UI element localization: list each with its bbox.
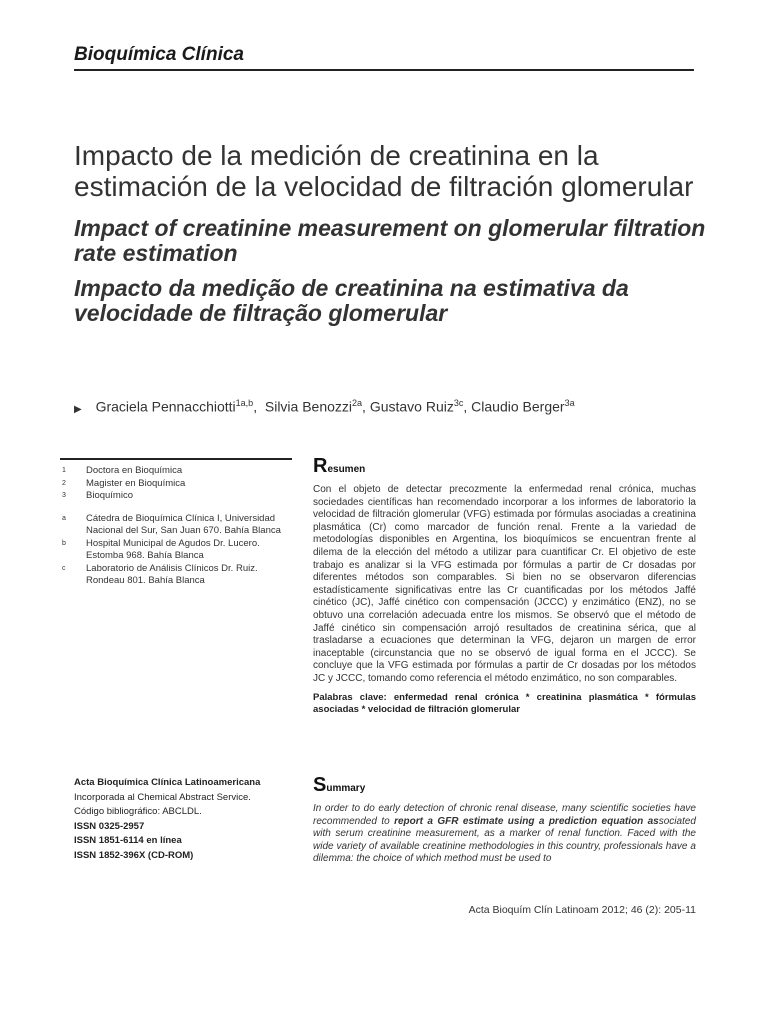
institution-item bbox=[62, 513, 294, 538]
degree-item bbox=[62, 465, 294, 478]
institution-item bbox=[62, 563, 294, 588]
degree-item bbox=[62, 478, 294, 491]
degree-text: Bioquímico bbox=[86, 490, 133, 501]
summary-heading: Summary bbox=[313, 774, 366, 796]
degree-text: Doctora en Bioquímica bbox=[86, 465, 183, 476]
degree-mark: 2 bbox=[62, 479, 66, 487]
journal-issn-cdrom: ISSN 1852-396X (CD-ROM) bbox=[74, 849, 194, 861]
affiliations-rule bbox=[60, 458, 292, 460]
institution-mark: b bbox=[62, 539, 66, 547]
institution-mark: a bbox=[62, 514, 66, 522]
author-list: ▶ Graciela Pennacchiotti$^{1a,b}$, Silvia Benozzi$^{2a}$, Gustavo Ruiz$^{3c}$, Claudio Berger$^{3a}$ bbox=[74, 398, 575, 415]
journal-code: Código bibliográfico: ABCLDL. bbox=[74, 806, 202, 817]
author-name: Gustavo Ruiz bbox=[369, 398, 454, 415]
journal-issn-online: ISSN 1851-6114 en línea bbox=[74, 835, 182, 846]
author-name: Graciela Pennacchiotti bbox=[95, 398, 236, 415]
section-header: Bioquímica Clínica bbox=[74, 44, 244, 65]
institution-mark: c bbox=[62, 564, 66, 572]
resumen-heading: Resumen bbox=[313, 455, 366, 477]
author-affiliation-mark: 2a bbox=[352, 398, 363, 408]
title-english: Impact of creatinine measurement on glomerular filtration rate estimation bbox=[74, 215, 706, 266]
title-spanish: Impacto de la medición de creatinina en la estimación de la velocidad de filtración glomerular bbox=[74, 140, 694, 202]
journal-indexing: Incorporada al Chemical Abstract Service. bbox=[74, 791, 251, 803]
author-name: Silvia Benozzi bbox=[264, 398, 353, 415]
degree-item bbox=[62, 490, 294, 503]
resumen-section bbox=[313, 455, 696, 717]
title-portuguese: Impacto da medição de creatinina na estimativa da velocidade de filtração glomerular bbox=[74, 275, 629, 326]
degree-text: Magister en Bioquímica bbox=[86, 477, 186, 489]
affiliations bbox=[62, 465, 294, 588]
institution-text: Cátedra de Bioquímica Clínica I, Universidad Nacional del Sur, San Juan 670. Bahía Blanca bbox=[86, 512, 281, 536]
institution-item bbox=[62, 538, 294, 563]
institution-text: Laboratorio de Análisis Clínicos Dr. Ruiz. Rondeau 801. Bahía Blanca bbox=[86, 562, 258, 586]
header-rule bbox=[74, 69, 694, 71]
author-affiliation-mark: 1a,b bbox=[235, 398, 254, 408]
summary-text: In order to do early detection of chronic renal disease, many scientific societies have recommended to report a GFR estimate using a prediction equation associated with serum creatinine measurement, as a marker of renal function. Faced with the wide variety of available creatinine methodologies in this country, professionals have a dilemma: the choice of which method must be used to bbox=[313, 803, 696, 865]
journal-name: Acta Bioquímica Clínica Latinoamericana bbox=[74, 777, 261, 788]
summary-section bbox=[313, 774, 696, 866]
author-affiliation-mark: 3a bbox=[564, 398, 575, 408]
title-block bbox=[74, 140, 714, 326]
author-affiliation-mark: 3c bbox=[453, 398, 464, 408]
journal-issn: ISSN 0325-2957 bbox=[74, 820, 145, 832]
resumen-text: Con el objeto de detectar precozmente la enfermedad renal crónica, muchas sociedades científicas han recomendado incorporar a los informes de laboratorio la velocidad de filtración glomerular (VFG) estimada por fórmulas asociadas a creatinina plasmática (Cr) como marcador de función renal. Frente a la variedad de metodologías disponibles en Argentina, los bioquímicos se encuentran frente al dilema de la elección del método a utilizar para cuantificar Cr. El objetivo de este trabajo es analizar si la VFG estimada por fórmulas a partir de Cr dosadas por diferentes métodos son comparables. Si bien no se observaron diferencias estadísticamente significativas entre las Cr cuantificadas por los métodos Jaffé cinético (JC), Jaffé cinético con compensación (JCCC) y enzimático (ENZ), no se obtuvo una correlación adecuada entre los mismos. Se observó que el método de Jaffé cinético sin compensación arrojó resultados de creatinina sérica, que al trasladarse a ecuaciones que determinan la VFG, dejaron un margen de error inaceptable (circunstancia que no se observó de igual forma en el JCCC). Se concluye que la VFG estimada por fórmulas a partir de Cr dosadas por los métodos JC y JCCC, tomando como referencia el método enzimático, no son comparables. bbox=[313, 484, 696, 684]
degree-mark: 1 bbox=[62, 467, 66, 474]
resumen-keywords: Palabras clave: enfermedad renal crónica * creatinina plasmática * fórmulas asociadas * velocidad de filtración glomerular bbox=[313, 691, 696, 716]
institution-text: Hospital Municipal de Agudos Dr. Lucero. Estomba 968. Bahía Blanca bbox=[86, 537, 260, 561]
degree-mark: 3 bbox=[62, 492, 66, 499]
page-citation: Acta Bioquím Clín Latinoam 2012; 46 (2): 205-11 bbox=[468, 904, 696, 916]
triangle-bullet-icon: ▶ bbox=[74, 403, 82, 415]
author-name: Claudio Berger bbox=[471, 398, 565, 415]
journal-info bbox=[74, 776, 304, 863]
